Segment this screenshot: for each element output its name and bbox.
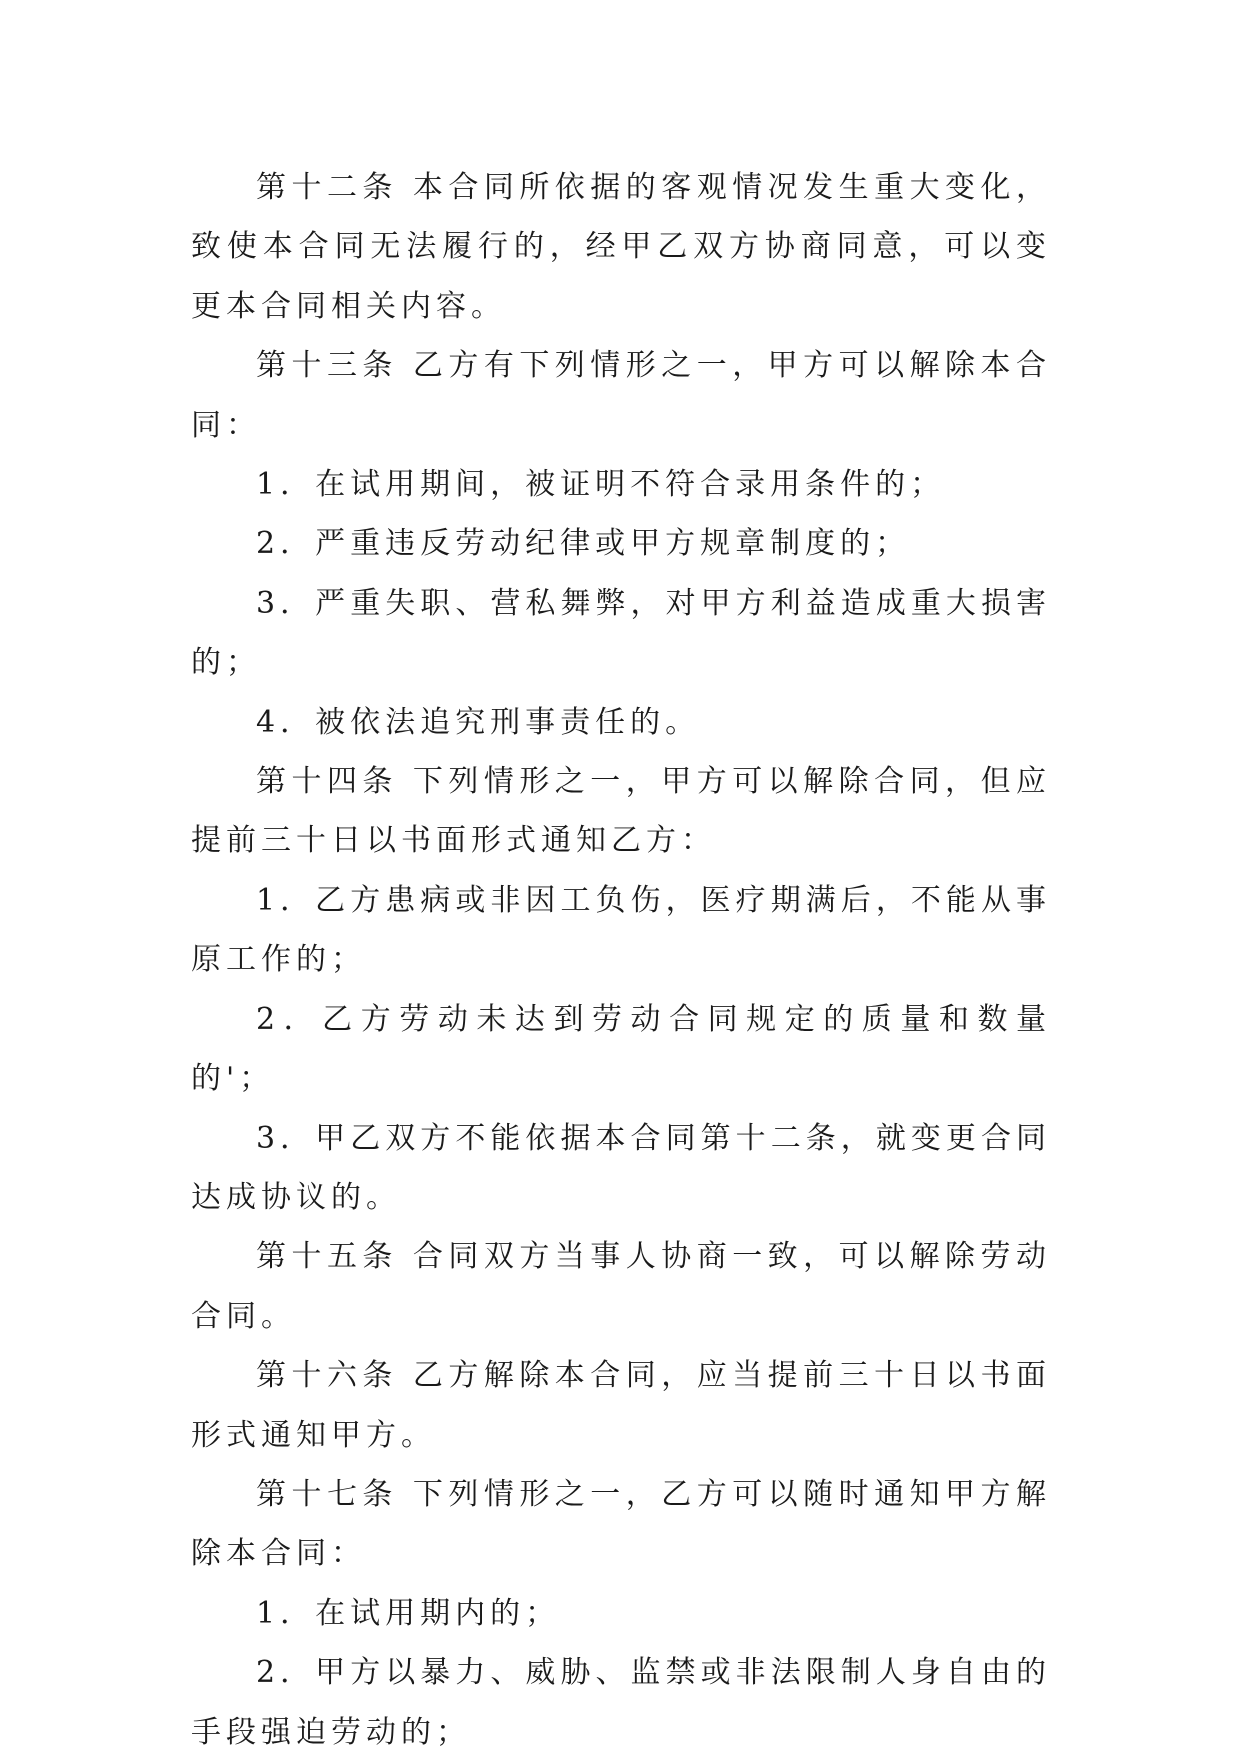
contract-text-body: [191, 158, 1051, 1762]
paragraph-article-17: 第十七条 下列情形之一，乙方可以随时通知甲方解除本合同：: [191, 1476, 1051, 1572]
paragraph-article-13-item-1: 1．在试用期间，被证明不符合录用条件的；: [256, 467, 946, 503]
paragraph-article-12: 第十二条 本合同所依据的客观情况发生重大变化，致使本合同无法履行的，经甲乙双方协商同意，可以变更本合同相关内容。: [191, 170, 1051, 324]
paragraph-article-17-item-1: 1．在试用期内的；: [256, 1595, 561, 1631]
paragraph-article-13-item-4: 4．被依法追究刑事责任的。: [256, 704, 701, 740]
paragraph-article-13: 第十三条 乙方有下列情形之一，甲方可以解除本合同：: [191, 348, 1051, 443]
paragraph-article-14-item-2: 2．乙方劳动未达到劳动合同规定的质量和数量的'；: [191, 1001, 1051, 1097]
paragraph-article-17-item-2: 2．甲方以暴力、威胁、监禁或非法限制人身自由的手段强迫劳动的；: [191, 1655, 1051, 1750]
paragraph-article-15: 第十五条 合同双方当事人协商一致，可以解除劳动合同。: [191, 1239, 1051, 1334]
paragraph-article-16: 第十六条 乙方解除本合同，应当提前三十日以书面形式通知甲方。: [191, 1358, 1051, 1453]
paragraph-article-13-item-2: 2．严重违反劳动纪律或甲方规章制度的；: [256, 526, 911, 562]
paragraph-article-14-item-1: 1．乙方患病或非因工负伤，医疗期满后，不能从事原工作的；: [191, 882, 1051, 978]
paragraph-article-14-item-3: 3．甲乙双方不能依据本合同第十二条，就变更合同达成协议的。: [191, 1120, 1051, 1215]
paragraph-article-14: 第十四条 下列情形之一，甲方可以解除合同，但应提前三十日以书面形式通知乙方：: [191, 764, 1051, 859]
paragraph-article-13-item-3: 3．严重失职、营私舞弊，对甲方利益造成重大损害的；: [191, 585, 1051, 681]
